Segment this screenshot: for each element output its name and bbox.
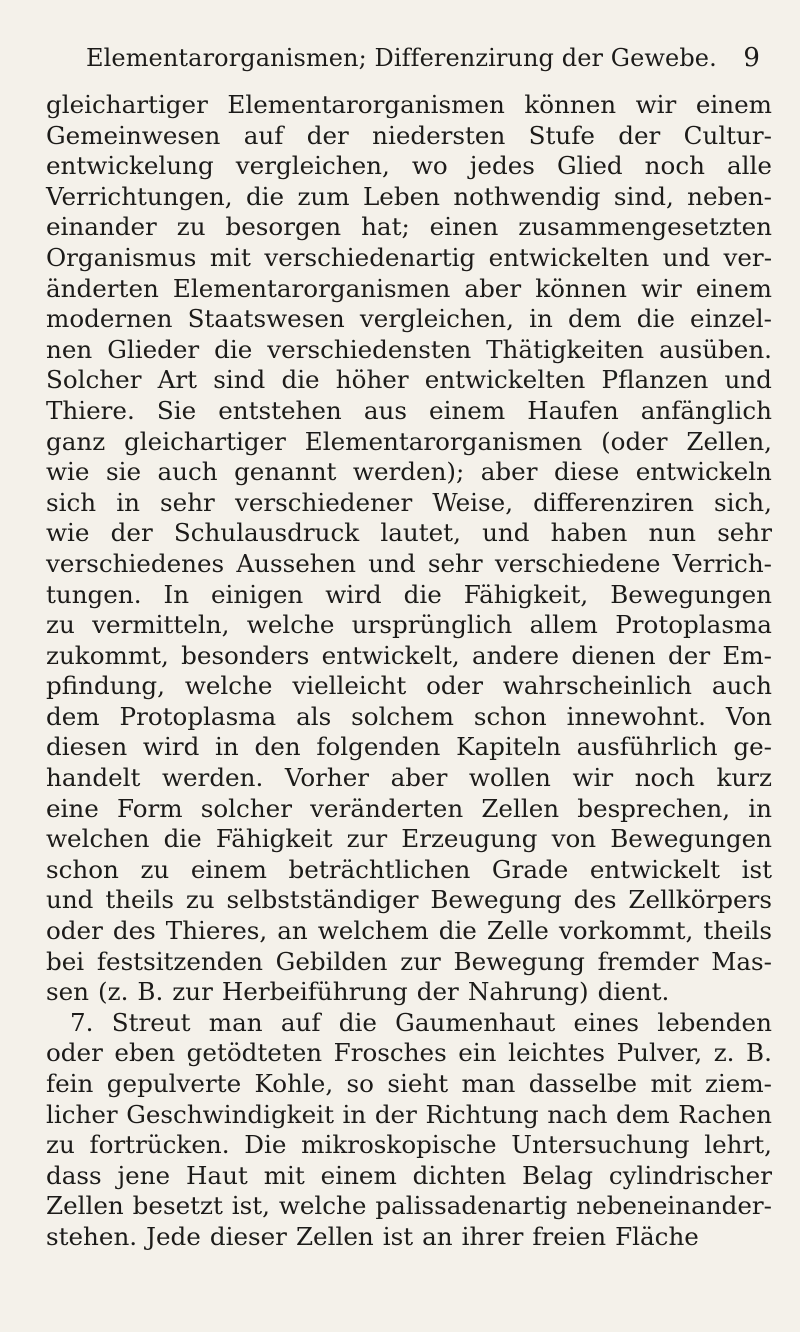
- text-line: modernen Staatswesen vergleichen, in dem die einzel-: [46, 304, 772, 334]
- text-line: Thiere. Sie entstehen aus einem Haufen anfänglich: [46, 395, 772, 425]
- text-line: dass jene Haut mit einem dichten Belag cylindrischer: [46, 1160, 772, 1190]
- text-line: 7. Streut man auf die Gaumenhaut eines lebenden: [70, 1007, 772, 1037]
- text-line: oder eben getödteten Frosches ein leichtes Pulver, z. B.: [46, 1038, 772, 1068]
- text-line: und theils zu selbstständiger Bewegung des Zellkörpers: [46, 885, 772, 915]
- text-line: diesen wird in den folgenden Kapiteln ausführlich ge-: [46, 732, 772, 762]
- text-line: Solcher Art sind die höher entwickelten Pflanzen und: [46, 365, 772, 395]
- text-line: bei festsitzenden Gebilden zur Bewegung fremder Mas-: [46, 946, 772, 976]
- chapter-title: Elementarorganismen; Differenzirung der Gewebe.: [86, 44, 717, 72]
- text-line: dem Protoplasma als solchem schon innewohnt. Von: [46, 701, 772, 731]
- text-line: zu vermitteln, welche ursprünglich allem Protoplasma: [46, 610, 772, 640]
- text-line: verschiedenes Aussehen und sehr verschiedene Verrich-: [46, 548, 772, 578]
- text-line: welchen die Fähigkeit zur Erzeugung von Bewegungen: [46, 824, 772, 854]
- text-line: stehen. Jede dieser Zellen ist an ihrer freien Fläche: [46, 1221, 699, 1251]
- text-line: Organismus mit verschiedenartig entwickelten und ver-: [46, 242, 772, 272]
- page-number: 9: [743, 43, 760, 73]
- text-line: handelt werden. Vorher aber wollen wir noch kurz: [46, 763, 772, 793]
- text-line: eine Form solcher veränderten Zellen besprechen, in: [46, 793, 772, 823]
- text-line: schon zu einem beträchtlichen Grade entwickelt ist: [46, 854, 772, 884]
- text-line: Verrichtungen, die zum Leben nothwendig sind, neben-: [46, 181, 772, 211]
- text-line: tungen. In einigen wird die Fähigkeit, Bewegungen: [46, 579, 772, 609]
- text-line: gleichartiger Elementarorganismen können wir einem: [46, 90, 772, 119]
- text-line: einander zu besorgen hat; einen zusammengesetzten: [46, 212, 772, 242]
- text-line: oder des Thieres, an welchem die Zelle vorkommt, theils: [46, 916, 772, 946]
- text-line: Zellen besetzt ist, welche palissadenartig nebeneinander-: [46, 1191, 772, 1221]
- text-line: entwickelung vergleichen, wo jedes Glied noch alle: [46, 151, 772, 181]
- running-head: [86, 38, 760, 78]
- text-line: sich in sehr verschiedener Weise, differenziren sich,: [46, 487, 772, 517]
- text-line: pfindung, welche vielleicht oder wahrscheinlich auch: [46, 671, 772, 701]
- text-line: wie der Schulausdruck lautet, und haben nun sehr: [46, 518, 772, 548]
- text-line: ganz gleichartiger Elementarorganismen (oder Zellen,: [46, 426, 772, 456]
- text-line: fein gepulverte Kohle, so sieht man dasselbe mit ziem-: [46, 1069, 772, 1098]
- body-text: [46, 90, 772, 1253]
- text-line: licher Geschwindigkeit in der Richtung nach dem Rachen: [46, 1099, 772, 1129]
- text-line: sen (z. B. zur Herbeiführung der Nahrung) dient.: [46, 977, 670, 1007]
- text-line: zu fortrücken. Die mikroskopische Untersuchung lehrt,: [46, 1130, 772, 1160]
- text-line: wie sie auch genannt werden); aber diese entwickeln: [46, 457, 772, 487]
- text-line: änderten Elementarorganismen aber können wir einem: [46, 273, 772, 303]
- text-line: Gemeinwesen auf der niedersten Stufe der Cultur-: [46, 120, 772, 150]
- text-line: nen Glieder die verschiedensten Thätigkeiten ausüben.: [46, 334, 772, 364]
- text-line: zukommt, besonders entwickelt, andere dienen der Em-: [46, 640, 772, 670]
